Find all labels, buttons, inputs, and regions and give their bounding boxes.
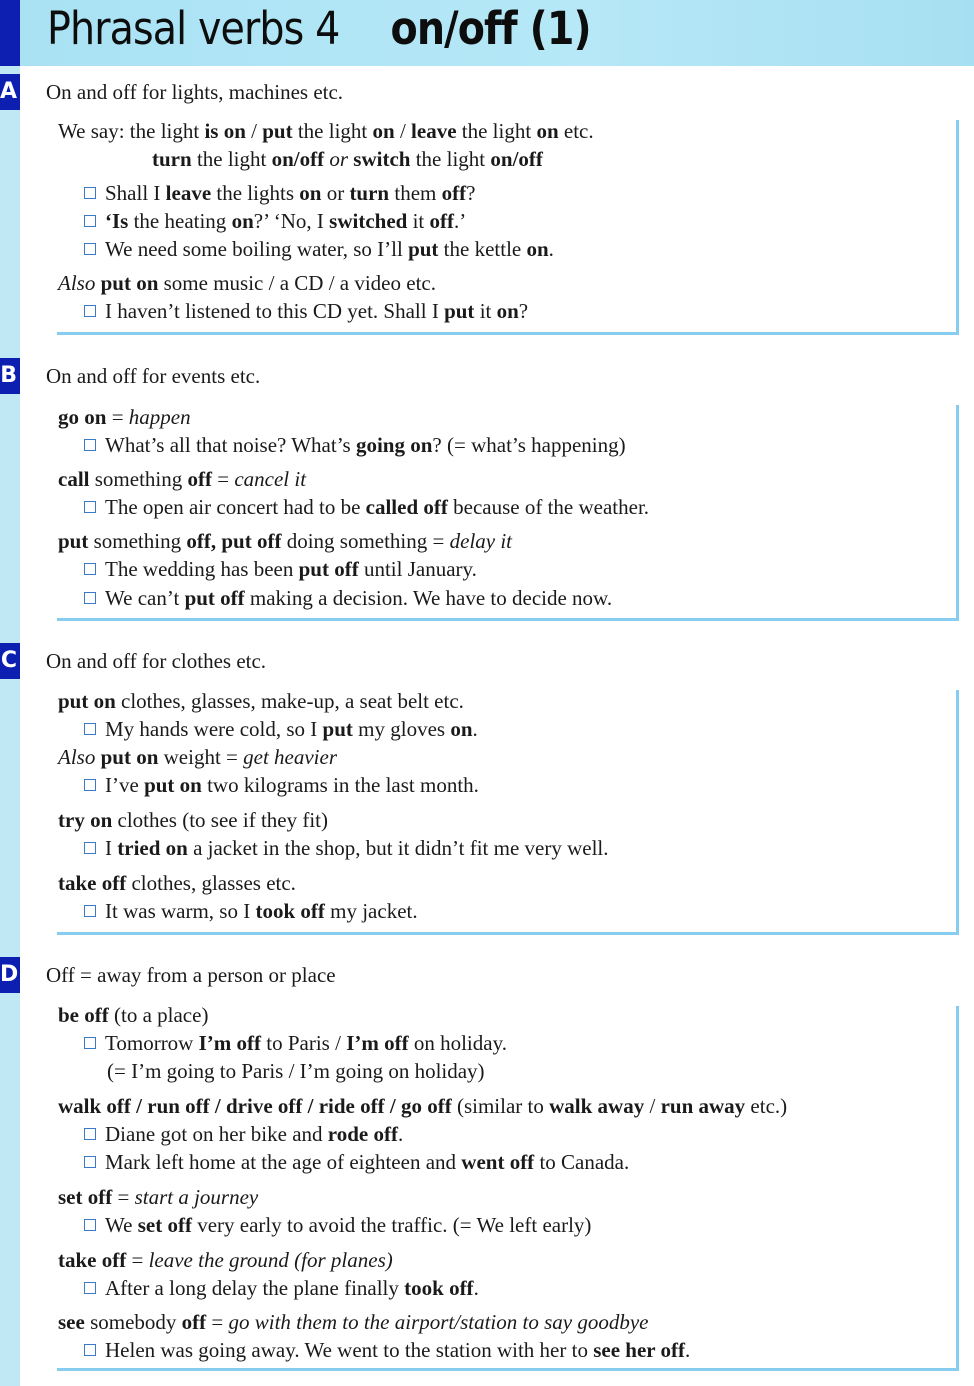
bold-text: turn [349,181,390,205]
example-sentence [84,835,609,861]
square-bullet-icon [84,592,96,604]
text-run: a jacket in the shop, but it didn’t fit me very well. [187,836,609,860]
text-run: ? (= what’s happening) [432,433,626,457]
heading-run: On [46,649,77,673]
text-run: . [473,1276,479,1300]
usage-line [58,1002,208,1028]
bold-text: set off [137,1213,192,1237]
text-run: / [644,1094,661,1118]
square-bullet-icon [84,305,96,317]
bold-text: put on [58,689,116,713]
example-sentence [84,1337,690,1363]
example-sentence [84,585,612,611]
text-run: the kettle [438,237,527,261]
text-run: to Canada. [534,1150,630,1174]
text-run: We need some boiling water, so I’ll [105,237,409,261]
bold-text: on/off [490,147,543,171]
example-sentence [84,556,477,582]
bold-text: is on [204,119,246,143]
text-run: weight = [158,745,244,769]
bold-text: off [187,467,212,491]
section-heading [46,963,336,988]
text-run: the light [191,147,272,171]
heading-run: = away from a person or place [80,963,336,987]
bold-text: turn [152,147,192,171]
heading-run: Off [46,963,81,987]
example-sentence [84,1030,507,1056]
bold-text: off [429,209,455,233]
usage-line [58,1309,648,1335]
bold-text: see her off [593,1338,685,1362]
italic-text: delay it [449,529,513,553]
text-run: to Paris / [261,1031,347,1055]
example-sentence [84,180,475,206]
text-run: the lights [211,181,300,205]
bold-text: went off [461,1150,535,1174]
title-unit: Phrasal verbs 4 [47,2,340,55]
text-run: = [112,1185,135,1209]
text-run: the light [292,119,373,143]
bold-text: put [444,299,475,323]
usage-line [58,1184,258,1210]
bold-text: put on [144,773,202,797]
text-run: my gloves [352,717,451,741]
text-run: . [397,1122,404,1146]
text-run: (similar to [451,1094,550,1118]
section-heading [46,364,260,389]
text-run: the light [456,119,537,143]
text-run: I’ve [105,773,145,797]
left-margin-strip [0,65,20,1386]
square-bullet-icon [84,1128,96,1140]
text-run: What’s all that noise? What’s [105,433,356,457]
heading-run: On [46,364,77,388]
section-letter: D [0,962,19,987]
bold-text: walk off / run off / drive off / ride off / go off [58,1094,452,1118]
text-run: on holiday. [408,1031,507,1055]
bold-text: ‘Is [105,209,129,233]
text-run: My hands were cold, so I [105,717,323,741]
usage-line [58,688,464,714]
heading-run: and [76,649,113,673]
text-run: / [245,119,263,143]
bold-text: on [372,119,395,143]
section-letter: B [0,363,17,388]
square-bullet-icon [84,723,96,735]
usage-line [58,807,328,833]
square-bullet-icon [84,187,96,199]
italic-text: or [329,147,349,171]
bold-text: be off [58,1003,109,1027]
text-run: etc. [558,119,594,143]
usage-line [58,1247,393,1273]
bold-text: off [181,1310,207,1334]
section-label-d [0,957,20,993]
bold-text: on [231,209,254,233]
italic-text: get heavier [243,745,337,769]
text-run: because of the weather. [447,495,650,519]
square-bullet-icon [84,1219,96,1231]
usage-line [58,270,436,296]
example-sentence [84,236,554,262]
bold-text: set off [58,1185,113,1209]
usage-line [152,146,543,172]
section-label-c [0,643,20,679]
square-bullet-icon [84,1344,96,1356]
title-topic: on/off (1) [390,2,591,55]
bold-text: called off [365,495,448,519]
section-heading [46,80,343,105]
text-run: We say: the light [58,119,205,143]
text-run: I haven’t listened to this CD yet. Shall I [105,299,445,323]
section-letter: C [0,648,17,673]
text-run: / [394,119,412,143]
text-run: my jacket. [324,899,418,923]
bold-text: put [262,119,293,143]
heading-run: off [112,80,142,104]
text-run: I [105,836,118,860]
heading-run: off [112,364,142,388]
text-run: Helen was going away. We went to the station with her to [105,1338,594,1362]
heading-run: for clothes etc. [141,649,267,673]
example-sentence [84,494,649,520]
square-bullet-icon [84,439,96,451]
bold-text: put off [184,586,245,610]
text-run: ? [518,299,529,323]
text-run: until January. [358,557,477,581]
text-run: We [105,1213,138,1237]
example-continuation [107,1058,485,1084]
text-run: ?’ ‘No, I [253,209,330,233]
text-run: (= I’m going to Paris / I’m going on holiday) [107,1059,485,1083]
example-sentence [84,298,528,324]
text-run: them [389,181,442,205]
text-run: Tomorrow [105,1031,199,1055]
example-sentence [84,898,418,924]
square-bullet-icon [84,842,96,854]
bold-text: tried on [117,836,188,860]
text-run: it [407,209,430,233]
usage-line [58,528,512,554]
page-title [47,2,591,55]
example-sentence [84,1121,403,1147]
square-bullet-icon [84,215,96,227]
text-run: two kilograms in the last month. [201,773,479,797]
italic-text: Also [58,745,96,769]
bold-text: on [450,717,473,741]
square-bullet-icon [84,1282,96,1294]
text-run: clothes (to see if they fit) [112,808,329,832]
bold-text: switched [329,209,408,233]
bold-text: rode off [327,1122,398,1146]
square-bullet-icon [84,905,96,917]
square-bullet-icon [84,1156,96,1168]
text-run: . [548,237,554,261]
example-sentence [84,772,479,798]
example-sentence [84,432,626,458]
text-run: the heating [128,209,232,233]
bold-text: took off [255,899,325,923]
usage-line [58,466,306,492]
bold-text: run away [660,1094,746,1118]
bold-text: on [536,119,559,143]
text-run: = [206,1310,229,1334]
text-run: very early to avoid the traffic. (= We left early) [191,1213,592,1237]
text-run: After a long delay the plane finally [105,1276,405,1300]
italic-text: Also [58,271,96,295]
text-run: it [474,299,497,323]
text-run: .’ [454,209,467,233]
text-run: = [212,467,235,491]
bold-text: try on [58,808,113,832]
usage-line [58,870,296,896]
bold-text: put [408,237,439,261]
italic-text: cancel it [234,467,307,491]
bold-text: on [496,299,519,323]
bold-text: I’m off [346,1031,409,1055]
example-sentence [84,208,466,234]
text-run: . [472,717,478,741]
text-run: The wedding has been [105,557,299,581]
bold-text: off [441,181,467,205]
bold-text: on [299,181,322,205]
example-sentence [84,1212,591,1238]
text-run: somebody [84,1310,182,1334]
usage-line [58,118,594,144]
italic-text: happen [128,405,191,429]
bold-text: on [526,237,549,261]
bold-text: put [58,529,89,553]
heading-run: and [76,80,113,104]
section-letter: A [0,79,18,104]
bold-text: put on [100,271,159,295]
text-run: The open air concert had to be [105,495,366,519]
heading-run: On [46,80,77,104]
bold-text: walk away [549,1094,645,1118]
heading-run: and [76,364,113,388]
text-run: clothes, glasses, make-up, a seat belt etc. [115,689,464,713]
bold-text: put on [100,745,159,769]
text-run: . [684,1338,691,1362]
heading-run: for lights, machines etc. [141,80,344,104]
text-run: making a decision. We have to decide now. [244,586,613,610]
bold-text: on/off [271,147,325,171]
text-run: It was warm, so I [105,899,256,923]
italic-text: start a journey [134,1185,259,1209]
square-bullet-icon [84,1037,96,1049]
bold-text: switch [353,147,411,171]
title-color-block [0,0,20,66]
example-sentence [84,1149,629,1175]
text-run: Shall I [105,181,166,205]
square-bullet-icon [84,243,96,255]
bold-text: took off [404,1276,474,1300]
text-run: something [88,529,187,553]
section-label-a [0,74,20,110]
section-label-b [0,358,20,394]
text-run: = [126,1248,149,1272]
text-run: = [106,405,129,429]
italic-text: leave the ground (for planes) [148,1248,393,1272]
example-sentence [84,1275,479,1301]
bold-text: going on [355,433,433,457]
square-bullet-icon [84,501,96,513]
bold-text: leave [411,119,457,143]
bold-text: off, put off [186,529,282,553]
section-heading [46,649,266,674]
heading-run: for events etc. [141,364,261,388]
text-run: some music / a CD / a video etc. [158,271,436,295]
text-run: (to a place) [108,1003,209,1027]
usage-line [58,404,191,430]
bold-text: put off [298,557,359,581]
bold-text: see [58,1310,85,1334]
bold-text: take off [58,1248,127,1272]
usage-line [58,744,337,770]
italic-text: go with them to the airport/station to say goodbye [228,1310,649,1334]
text-run: etc.) [745,1094,788,1118]
text-run: doing something = [281,529,450,553]
bold-text: put [322,717,353,741]
text-run: something [89,467,188,491]
text-run: Mark left home at the age of eighteen and [105,1150,462,1174]
text-run: the light [410,147,491,171]
usage-line [58,1093,787,1119]
bold-text: call [58,467,90,491]
heading-run: off [112,649,142,673]
bold-text: go on [58,405,107,429]
example-sentence [84,716,478,742]
square-bullet-icon [84,563,96,575]
bold-text: leave [165,181,212,205]
text-run: or [321,181,350,205]
text-run: clothes, glasses etc. [126,871,296,895]
square-bullet-icon [84,779,96,791]
bold-text: take off [58,871,127,895]
text-run: Diane got on her bike and [105,1122,328,1146]
text-run: We can’t [105,586,185,610]
bold-text: I’m off [198,1031,262,1055]
text-run: ? [466,181,476,205]
